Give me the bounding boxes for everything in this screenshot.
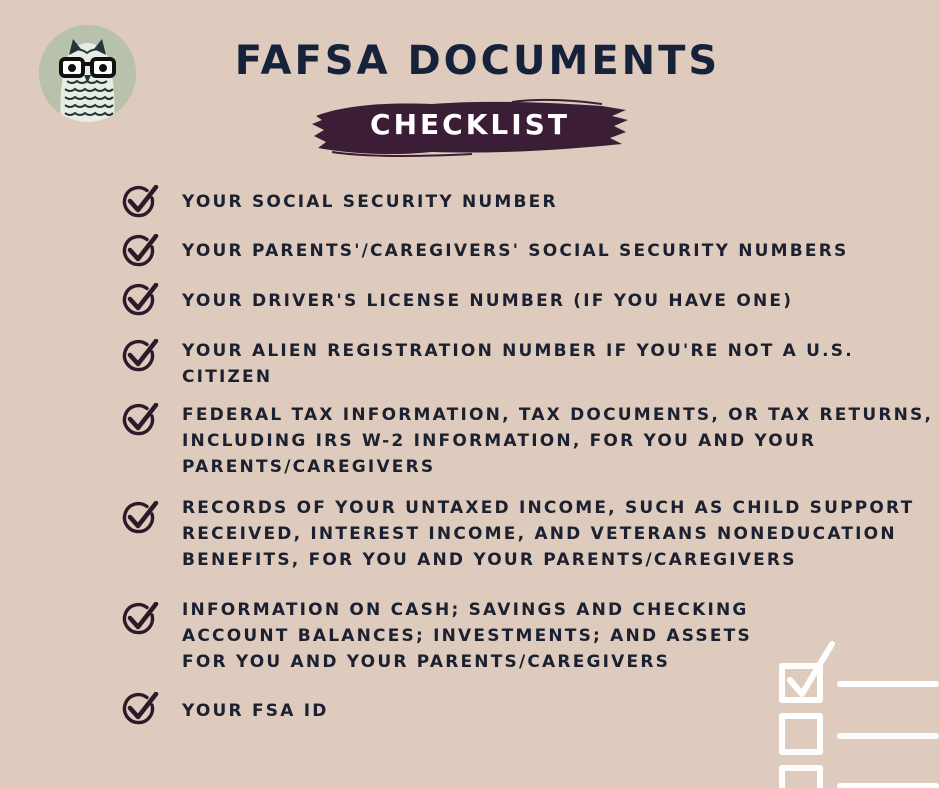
checklist-item-line: FEDERAL TAX INFORMATION, TAX DOCUMENTS, OR TAX RETURNS, <box>182 405 934 425</box>
checklist-item-line: PARENTS/CAREGIVERS <box>182 457 436 477</box>
checklist-item-line: YOUR PARENTS'/CAREGIVERS' SOCIAL SECURITY NUMBERS <box>182 241 849 261</box>
checklist-item-line: YOUR ALIEN REGISTRATION NUMBER IF YOU'RE NOT A U.S. <box>182 341 854 361</box>
checkmark-circle-icon <box>121 501 159 535</box>
checkmark-circle-icon <box>121 234 159 268</box>
checklist-item-line: CITIZEN <box>182 367 273 387</box>
deco-box-2 <box>782 716 820 752</box>
checklist-item-line: ACCOUNT BALANCES; INVESTMENTS; AND ASSETS <box>182 626 752 646</box>
checkmark-circle-icon <box>121 692 159 726</box>
checklist-item-text <box>182 238 922 264</box>
deco-box-3 <box>782 768 820 788</box>
checklist-item-line: INFORMATION ON CASH; SAVINGS AND CHECKING <box>182 600 749 620</box>
checklist-item-text <box>182 288 922 314</box>
checklist-item-line: RECORDS OF YOUR UNTAXED INCOME, SUCH AS CHILD SUPPORT <box>182 498 915 518</box>
checklist-banner <box>312 96 628 158</box>
checklist-item-line: YOUR SOCIAL SECURITY NUMBER <box>182 192 558 212</box>
checkmark-circle-icon <box>121 403 159 437</box>
checklist-decoration <box>776 640 940 788</box>
checklist-item-text <box>182 495 922 573</box>
page-title: FAFSA DOCUMENTS <box>234 38 721 84</box>
checklist-item-line: RECEIVED, INTEREST INCOME, AND VETERANS NONEDUCATION <box>182 524 897 544</box>
checklist-item-line: YOUR DRIVER'S LICENSE NUMBER (IF YOU HAVE ONE) <box>182 291 794 311</box>
checklist-item-text <box>182 189 922 215</box>
checklist-item-line: YOUR FSA ID <box>182 701 329 721</box>
checkmark-circle-icon <box>121 185 159 219</box>
checkmark-circle-icon <box>121 602 159 636</box>
checklist-item-line: INCLUDING IRS W-2 INFORMATION, FOR YOU AND YOUR <box>182 431 817 451</box>
checklist-label: CHECKLIST <box>370 108 570 141</box>
checkmark-circle-icon <box>121 283 159 317</box>
checklist-item-text <box>182 338 922 390</box>
checklist-item-text <box>182 402 934 480</box>
checklist-item-line: BENEFITS, FOR YOU AND YOUR PARENTS/CAREGIVERS <box>182 550 797 570</box>
checkmark-circle-icon <box>121 339 159 373</box>
checklist-item-line: FOR YOU AND YOUR PARENTS/CAREGIVERS <box>182 652 671 672</box>
